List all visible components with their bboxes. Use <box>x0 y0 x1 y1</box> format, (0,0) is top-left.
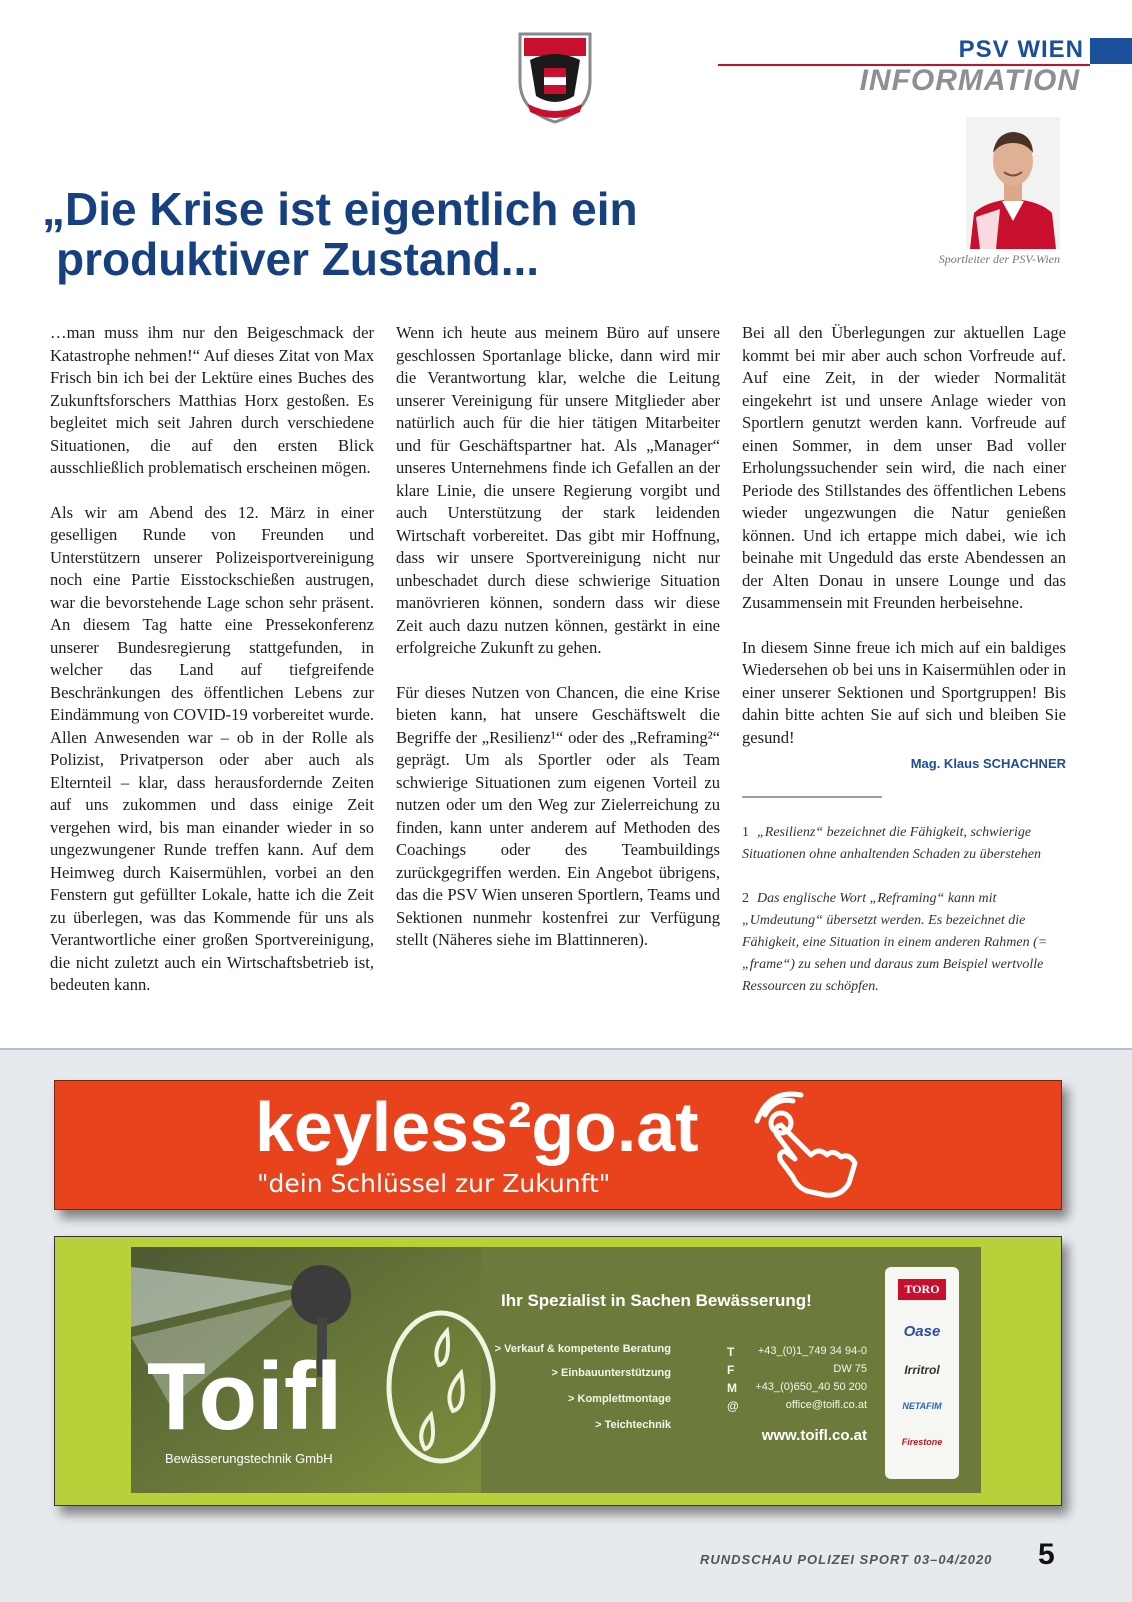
paragraph: …man muss ihm nur den Beigeschmack der Katastrophe nehmen!“ Auf dieses Zitat von Max Frisch bin ich bei der Lektüre eines Buches des Zukunftsforschers Matthias Horx gestoßen. Es begleitet mich seit Jahren durch verschiedene Situationen, die auf den ersten Blick ausschließlich problematisch erscheinen mögen. <box>50 323 374 477</box>
footnote-text: „Resilienz“ bezeichnet die Fähigkeit, schwierige Situationen ohne anhaltenden Schaden zu überstehen <box>742 824 1041 862</box>
toifl-service: > Einbauunterstützung <box>551 1367 671 1379</box>
toifl-fax: DW 75 <box>833 1363 867 1375</box>
portrait-caption: Sportleiter der PSV-Wien <box>938 252 1060 266</box>
pointing-hand-icon <box>745 1091 865 1201</box>
toifl-service: > Komplettmontage <box>568 1393 671 1405</box>
partner-brand: Firestone <box>901 1437 943 1447</box>
partner-brand: Oase <box>903 1323 941 1340</box>
author-portrait <box>966 117 1060 249</box>
toifl-service: > Teichtechnik <box>595 1419 671 1431</box>
page-number: 5 <box>1038 1538 1055 1571</box>
toifl-company-name: Bewässerungstechnik GmbH <box>165 1451 333 1466</box>
keyless-advertisement[interactable] <box>54 1080 1062 1210</box>
headline-line-1: „Die Krise ist eigentlich ein <box>42 183 638 235</box>
article-column-3 <box>742 322 1066 1020</box>
footnote-number: 1 <box>742 824 749 840</box>
paragraph: In diesem Sinne freue ich mich auf ein baldiges Wiedersehen ob bei uns in Kaisermühlen oder in einer unserer Sektionen und Sportgruppen! Bis dahin bitte achten Sie auf sich und bleiben Sie gesund! <box>742 637 1066 747</box>
toifl-slogan: Ihr Spezialist in Sachen Bewässerung! <box>501 1291 812 1310</box>
article-column-2 <box>396 322 720 974</box>
header-blue-block <box>1090 38 1132 64</box>
section-org-label: PSV WIEN <box>958 36 1084 63</box>
partner-brand-name: TORO <box>898 1279 945 1300</box>
water-drop-icon <box>381 1307 511 1467</box>
headline-line-2: produktiver Zustand... <box>56 233 540 285</box>
paragraph: Als wir am Abend des 12. März in einer geselligen Runde von Freunden und Unterstützern unserer Polizeisportvereinigung noch eine Partie Eisstockschießen austrugen, war die bevorstehende Lage schon sehr präsent. An diesem Tag hatte eine Pressekonferenz unserer Bundesregierung stattgefunden, in welcher das Land auf tiefgreifende Beschränkungen des öffentlichen Lebens zur Eindämmung von COVID-19 vorbereitet wurde. Allen Anwesenden war – ob in der Rolle als Polizist, Privatperson oder aber auch als Elternteil – klar, dass herausfordernde Zeiten auf uns zukommen und dass einige Zeit vergehen wird, bis man einander wieder in so ungezwungener Runde treffen kann. Auf dem Heimweg durch Kaisermühlen, vorbei an den Fenstern gut gefüllter Lokale, hatte ich die Zeit zu überlegen, was das Kommende für uns als Verantwortliche einer großen Sportvereinigung, die nicht zuletzt auch ein Wirtschaftsbetrieb ist, bedeuten kann. <box>50 502 374 994</box>
partner-brand: Irritrol <box>904 1363 940 1377</box>
partner-brands-box <box>885 1267 959 1479</box>
toifl-ad-panel <box>131 1247 981 1493</box>
footnote <box>742 888 1066 998</box>
footnote-number: 2 <box>742 890 749 906</box>
author-signature: Mag. Klaus SCHACHNER <box>910 756 1066 771</box>
toifl-contact-label: T <box>727 1345 735 1359</box>
partner-brand <box>885 1279 959 1300</box>
keyless-tagline: "dein Schlüssel zur Zukunft" <box>257 1169 611 1198</box>
toifl-contact-label: M <box>727 1381 737 1395</box>
paragraph: Für dieses Nutzen von Chancen, die eine Krise bieten kann, hat unsere Geschäftswelt die Begriffe der „Resilienz¹“ oder des „Reframing²“ geprägt. Um als Sportler oder als Team schwierige Situationen zum eigenen Vorteil zu nutzen oder um den Weg zur Zielerreichung zu finden, kann unter anderem auf Methoden des Coachings oder des Teambuildings zurückgegriffen werden. Ein Angebot übrigens, das die PSV Wien unseren Sportlern, Teams und Sektionen nunmehr kostenfrei zur Verfügung stellt (Näheres siehe im Blattinneren). <box>396 682 720 949</box>
partner-brand: NETAFIM <box>902 1401 942 1411</box>
article-headline <box>42 184 802 284</box>
psv-crest-logo <box>510 26 600 126</box>
toifl-brand-name: Toifl <box>147 1343 343 1450</box>
publication-footer: RUNDSCHAU POLIZEI SPORT 03–04/2020 <box>700 1552 993 1567</box>
footnote-divider <box>742 796 882 798</box>
paragraph: Wenn ich heute aus meinem Büro auf unsere geschlossen Sportanlage blicke, dann wird mir die Verantwortung klar, welche die Leitung unserer Vereinigung für unsere Mitglieder aber natürlich auch für die hier tätigen Mitarbeiter und für Geschäftspartner hat. Als „Manager“ unseres Unternehmens finde ich Gefallen an der klare Linie, die unsere Regierung vorgibt und auch Unterstützung der stark leidenden Wirtschaft vorbereitet. Das gibt mir Hoffnung, dass wir unsere Sportvereinigung nicht nur unbeschadet durch diese schwierige Situation manövrieren können, sondern dass wir diese Zeit auch dazu nutzen können, gestärkt in eine erfolgreiche Zukunft zu gehen. <box>396 323 720 657</box>
footnote <box>742 822 1066 866</box>
toifl-advertisement[interactable] <box>54 1236 1062 1506</box>
section-label: INFORMATION <box>859 64 1080 97</box>
paragraph: Bei all den Überlegungen zur aktuellen Lage kommt bei mir aber auch schon Vorfreude auf. Auf eine Zeit, in der wieder Normalität eingekehrt ist und unsere Anlage wieder von Sportlern genutzt werden kann. Vorfreude auf einen Sommer, in dem unser Bad voller Erholungssuchender sein wird, die nach einer Periode des Stillstandes des öffentlichen Lebens wieder ungezwungen die Natur genießen können. Und ich ertappe mich dabei, wie ich beinahe mit Ungeduld das erste Abendessen an der Alten Donau in unsere Lounge und das Zusammensein mit Freunden herbeisehne. <box>742 323 1066 612</box>
toifl-email[interactable]: office@toifl.co.at <box>785 1399 867 1411</box>
toifl-service: > Verkauf & kompetente Beratung <box>494 1343 671 1355</box>
footnote-text: Das englische Wort „Reframing“ kann mit „Umdeutung“ übersetzt werden. Es bezeichnet die Fähigkeit, eine Situation in einem anderen Rahmen (= „frame“) zu sehen und daraus zum Beispiel wertvolle Ressourcen zu schöpfen. <box>742 890 1048 994</box>
toifl-phone: +43_(0)1_749 34 94-0 <box>757 1345 867 1357</box>
article-column-1 <box>50 322 374 1019</box>
toifl-contact-label: @ <box>727 1399 739 1413</box>
toifl-website-link[interactable]: www.toifl.co.at <box>761 1427 867 1444</box>
keyless-brand: keyless²go.at <box>255 1088 699 1166</box>
toifl-contact-label: F <box>727 1363 735 1377</box>
toifl-mobile: +43_(0)650_40 50 200 <box>755 1381 867 1393</box>
